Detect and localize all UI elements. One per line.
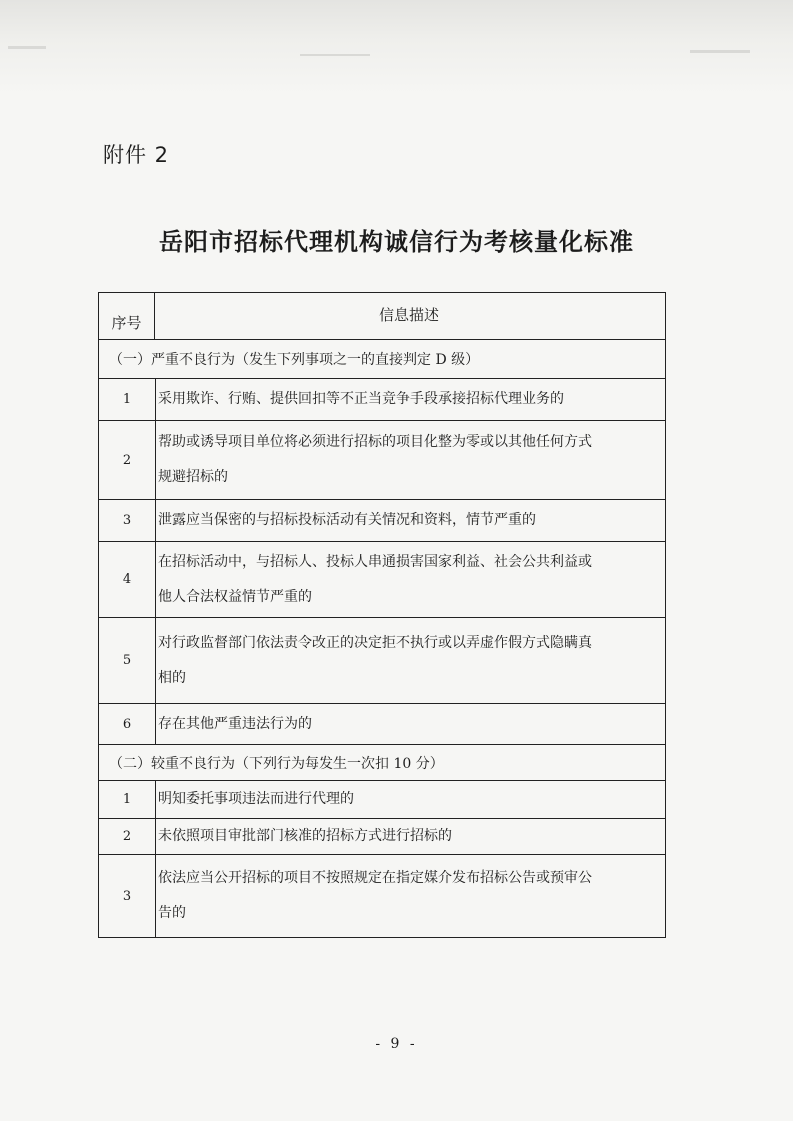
- description-line: 相的: [158, 669, 186, 686]
- row-number: 1: [99, 379, 156, 420]
- description-line: 帮助或诱导项目单位将必须进行招标的项目化整为零或以其他任何方式: [158, 434, 592, 450]
- row-description: [156, 781, 665, 818]
- description-line: 在招标活动中，与招标人、投标人串通损害国家利益、社会公共利益或: [158, 553, 592, 570]
- scan-artifact: [8, 46, 46, 49]
- section-heading-row: （一）严重不良行为（发生下列事项之一的直接判定 D 级）: [99, 340, 665, 379]
- row-description: [156, 500, 665, 541]
- table-header-row: [99, 293, 665, 340]
- description-line: 依法应当公开招标的项目不按照规定在指定媒介发布招标公告或预审公: [158, 870, 592, 886]
- description-line: 他人合法权益情节严重的: [158, 588, 312, 605]
- section-heading-row: （二）较重不良行为（下列行为每发生一次扣 10 分）: [99, 745, 665, 781]
- row-number: 2: [99, 819, 156, 854]
- row-description: [156, 855, 665, 937]
- page-number: - 9 -: [375, 1036, 418, 1052]
- row-description: [156, 421, 665, 499]
- scan-artifact: [300, 54, 370, 56]
- description-line: 未依照项目审批部门核准的招标方式进行招标的: [158, 828, 452, 844]
- description-line: 泄露应当保密的与招标投标活动有关情况和资料，情节严重的: [158, 512, 536, 528]
- table-row: [99, 704, 665, 745]
- table-row: [99, 855, 665, 937]
- table-row: [99, 618, 665, 704]
- table-row: [99, 421, 665, 500]
- row-number: 3: [99, 500, 156, 541]
- row-number: 5: [99, 618, 156, 703]
- description-line: 明知委托事项违法而进行代理的: [158, 791, 354, 807]
- scan-artifact: [690, 50, 750, 53]
- standards-table: [98, 292, 666, 938]
- table-row: [99, 781, 665, 819]
- scan-shadow: [0, 0, 793, 95]
- table-row: [99, 542, 665, 618]
- header-description: 信息描述: [378, 306, 439, 324]
- description-line: 规避招标的: [158, 469, 228, 485]
- row-description: [156, 819, 665, 854]
- table-row: [99, 819, 665, 855]
- annex-label: 附件 2: [103, 143, 170, 167]
- description-line: 对行政监督部门依法责令改正的决定拒不执行或以弄虚作假方式隐瞒真: [158, 634, 592, 651]
- row-description: [156, 618, 665, 703]
- row-description: [156, 379, 665, 420]
- row-number: 6: [99, 704, 156, 744]
- table-row: [99, 500, 665, 542]
- description-line: 采用欺诈、行贿、提供回扣等不正当竞争手段承接招标代理业务的: [158, 391, 564, 407]
- row-number: 1: [99, 781, 156, 818]
- description-line: 存在其他严重违法行为的: [158, 715, 312, 732]
- table-row: [99, 379, 665, 421]
- row-description: [156, 704, 665, 744]
- header-number: 序号: [99, 293, 155, 339]
- row-number: 4: [99, 542, 156, 617]
- row-number: 3: [99, 855, 156, 937]
- row-description: [156, 542, 665, 617]
- description-line: 告的: [158, 905, 186, 921]
- document-title: 岳阳市招标代理机构诚信行为考核量化标准: [159, 227, 634, 256]
- row-number: 2: [99, 421, 156, 499]
